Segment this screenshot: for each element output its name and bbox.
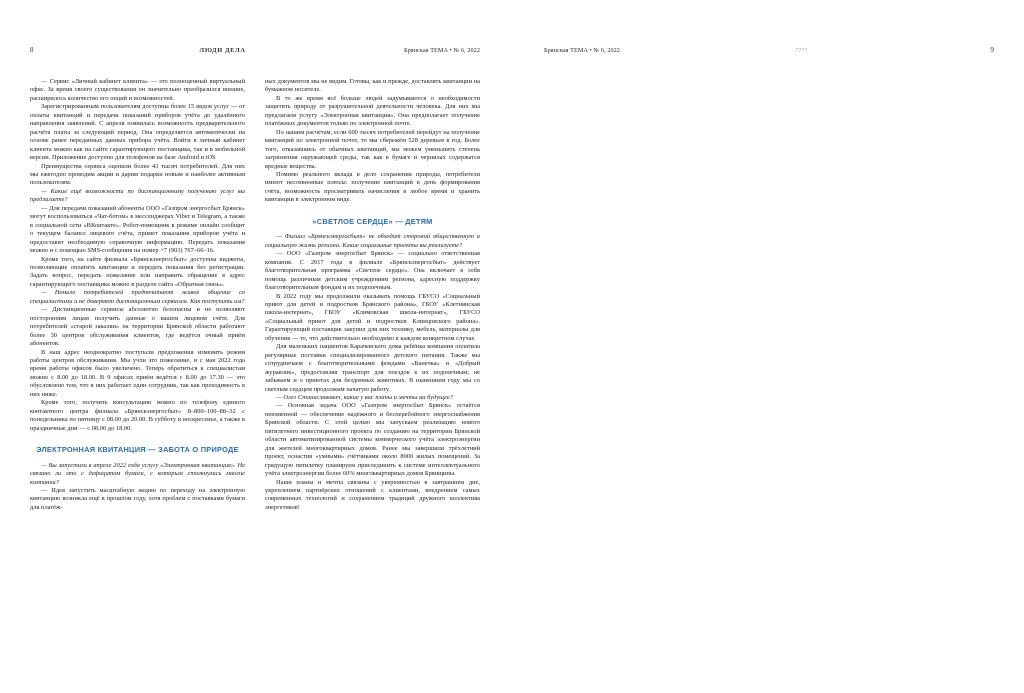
body-paragraph: Помимо реального вклада в дело сохранения природы, потребители имеют несомненные плюсы: получение квитанций в день формирования счёта, возможность просматривать начисления в любое время и хранить квитанции в электронном виде. (265, 170, 480, 204)
body-paragraph: — Идея запустить масштабную акцию по переходу на электронную квитанцию возникла ещё в прошлом году, хотя проблем с поставками бумаги для платёж- (30, 486, 245, 511)
body-paragraph: Кроме того, получить консультацию можно по телефону единого контактного центра филиала «Брянскэнергосбыт» 8–800–100–88–32 с понедельника по пятницу с 08.00 до 20.00. В субботу и воскресенье, а также в праздничные дни — с 08.00 до 18.00. (30, 399, 245, 432)
rubric-label: ЛЮДИ ДЕЛА (199, 47, 246, 54)
interview-question: — Филиал «Брянскэнергосбыт» не обходит стороной общественную и социальную жизнь региона. Какие социальные проекты вы реализуете? (265, 233, 480, 249)
body-paragraph: В наш адрес неоднократно поступали предложения изменить режим работы центров обслуживания. Мы учли это пожелание, и с мая 2022 года время работы офисов было увеличено. Теперь обратиться к специалистам можно с 8.00 до 18.00. В 9 офисах приём ведётся с 8.00 до 17.30 — это обусловлено тем, что в них работает один сотрудник, так как проходимость в них ниже. (30, 348, 245, 398)
body-paragraph: — ООО «Газпром энергосбыт Брянск» — социально ответственная компания. С 2017 года в филиале «Брянскэнергосбыт» действует благотворительная программа «Светлое сердце». Она включает в себя помощь различным детским учреждениям региона, адресную поддержку благотворительным фондам и их подопечным. (265, 250, 480, 292)
publication-label-left: Брянская ТЕМА • № 6, 2022 (404, 47, 480, 54)
body-paragraph: — Основная задача ООО «Газпром энергосбыт Брянск» остаётся неизменной — обеспечение надёжного и бесперебойного энергоснабжения Брянской области. С этой целью мы запускаем реализацию нового пятилетнего инвестиционного проекта по созданию на территории Брянской области автоматизированной системы коммерческого учёта электроэнергии для жителей многоквартирных домов. Ранее мы завершили трёхлетний проект, оснастив «умными» счётчиками около 8000 жилых помещений. За грядущую пятилетку планируем присоединить к системе интеллектуального учёта электроэнергии более 60% многоквартирных домов Брянщины. (265, 402, 480, 478)
interview-question: — Какие ещё возможности по дистанционному получению услуг вы предлагаете? (30, 187, 245, 204)
body-paragraph: — Сервис «Личный кабинет клиента» — это полноценный виртуальный офис. За время своего существования он значительно преобразился внешне, расширилось количество его опций и возможностей. (30, 78, 245, 102)
body-paragraph: В то же время всё больше людей задумываются о необходимости защитить природу от разрушительной деятельности человека. Для них мы предлагаем услугу «Электронная квитанция». Она предполагает получение платёжных документов только по электронной почте. (265, 94, 480, 128)
running-head-left (30, 46, 480, 58)
body-paragraph: Наши планы и мечты связаны с уверенностью в завтрашнем дне, укреплением партнёрских отношений с клиентами, внедрением самых современных технологий и сохранением традиций дружного коллектива энергетиков! (265, 478, 480, 511)
column-right-2 (779, 78, 994, 678)
publication-label-right: Брянская ТЕМА • № 6, 2022 (544, 47, 620, 54)
folio-right: 9 (990, 46, 994, 54)
column-left-1 (30, 78, 245, 678)
columns-left (30, 78, 480, 678)
right-page-center-mark: ???? (795, 47, 808, 54)
body-paragraph: В 2022 году мы продолжили оказывать помощь ГБУСО «Социальный приют для детей и подростков Брянского района», ГБОУ «Клетнянская школа-интернат», ГБОУ «Климовская школа-интернат», ГБУСО «Социальный приют для детей и подростков Клинцовского района». Гарантирующий поставщик закупил для них технику, мебель, материалы для обучения — то, что действительно необходимо в каждом конкретном случае. (265, 292, 480, 342)
interview-question: — Вы запустили в апреле 2022 года услугу «Электронная квитанция». Не связано ли это с дефицитом бумаги, с которым столкнулись многие компании? (30, 461, 245, 486)
body-paragraph: Кроме того, на сайте филиала «Брянскэнергосбыт» доступны виджеты, позволяющие оплатить квитанции и передать показания без регистрации. Задать вопрос, передать пожелание или направить обращение в адрес гарантирующего поставщика можно в разделе сайта «Обратная связь». (30, 255, 245, 288)
column-right-1 (544, 78, 759, 678)
body-paragraph: — Дистанционные сервисы абсолютно безопасны и не позволяют посторонним лицам получить данные о вашем лицевом счёте. Для потребителей «старой закалки» на территории Брянской области работают более 30 центров обслуживания клиентов, где ведётся очный приём абонентов. (30, 306, 245, 348)
page-right (512, 0, 1024, 693)
folio-left: 8 (30, 46, 34, 54)
running-head-right (544, 46, 994, 58)
body-paragraph: ных документов мы не видим. Готовы, как и прежде, доставлять квитанции на бумажном носителе. (265, 78, 480, 94)
body-paragraph: По нашим расчётам, если 600 тысяч потребителей перейдут на получение квитанций по электронной почте, то мы сбережём 528 деревьев в год. Более того, отказавшись от обычных квитанций, мы можем уменьшить степень загрязнения окружающей среды, так как в бумаге и чернилах содержатся вредные вещества. (265, 128, 480, 170)
interview-question: — Немало потребителей предпочитают живое общение со специалистами и не доверяют дистанционным сервисам. Как поступить им? (30, 289, 245, 305)
columns-right (544, 78, 994, 678)
body-paragraph: — Для передачи показаний абоненты ООО «Газпром энергосбыт Брянск» могут воспользоваться «Чат-ботом» в мессенджерах Viber и Telegram, а также в социальной сети «ВКонтакте». Робот-помощник в режиме онлайн сообщит о текущем балансе лицевого счёта, примет показания приборов учёта и предоставит необходимую справочную информацию. Передать показания можно и с помощью SMS-сообщения на номер +7 (903) 767–66–16. (30, 204, 245, 255)
interview-question: — Олег Станиславович, какие у вас планы и мечты на будущее? (276, 394, 453, 401)
body-paragraph: Преимущества сервиса оценили более 43 тысяч потребителей. Для них мы ежегодно проводим акции и дарим подарки новым и наиболее активным пользователям. (30, 162, 245, 187)
section-heading: «СВЕТЛОЕ СЕРДЦЕ» — ДЕТЯМ (312, 216, 433, 226)
section-heading: ЭЛЕКТРОННАЯ КВИТАНЦИЯ — ЗАБОТА О ПРИРОДЕ (36, 445, 239, 455)
column-left-2 (265, 78, 480, 678)
body-paragraph: Зарегистрированным пользователям доступны более 15 видов услуг — от оплаты квитанций и передачи показаний приборов учёта до удалённого направления заявлений. С апреля появилась возможность предварительного расчёта платы за следующий период. Она определяется автоматически на основе ранее переданных данных прибора учёта. Войти в личный кабинет клиента можно как на сайте гарантирующего поставщика, так и в мобильной версии. Приложение доступно для телефонов на базе Android и iOS (30, 103, 245, 162)
body-paragraph: Для маленьких пациентов Карачевского дома ребёнка компания оплатила регулярные поставки специализированного детского питания. Также мы сотрудничаем с благотворительными фондами «Ванечка» и «Добрый журавлик», предоставляя транспорт для поездок к их подопечным; не забываем и о приютах для бездомных животных. В нынешнем году мы со светлым сердцем продолжим начатую работу. (265, 343, 480, 393)
